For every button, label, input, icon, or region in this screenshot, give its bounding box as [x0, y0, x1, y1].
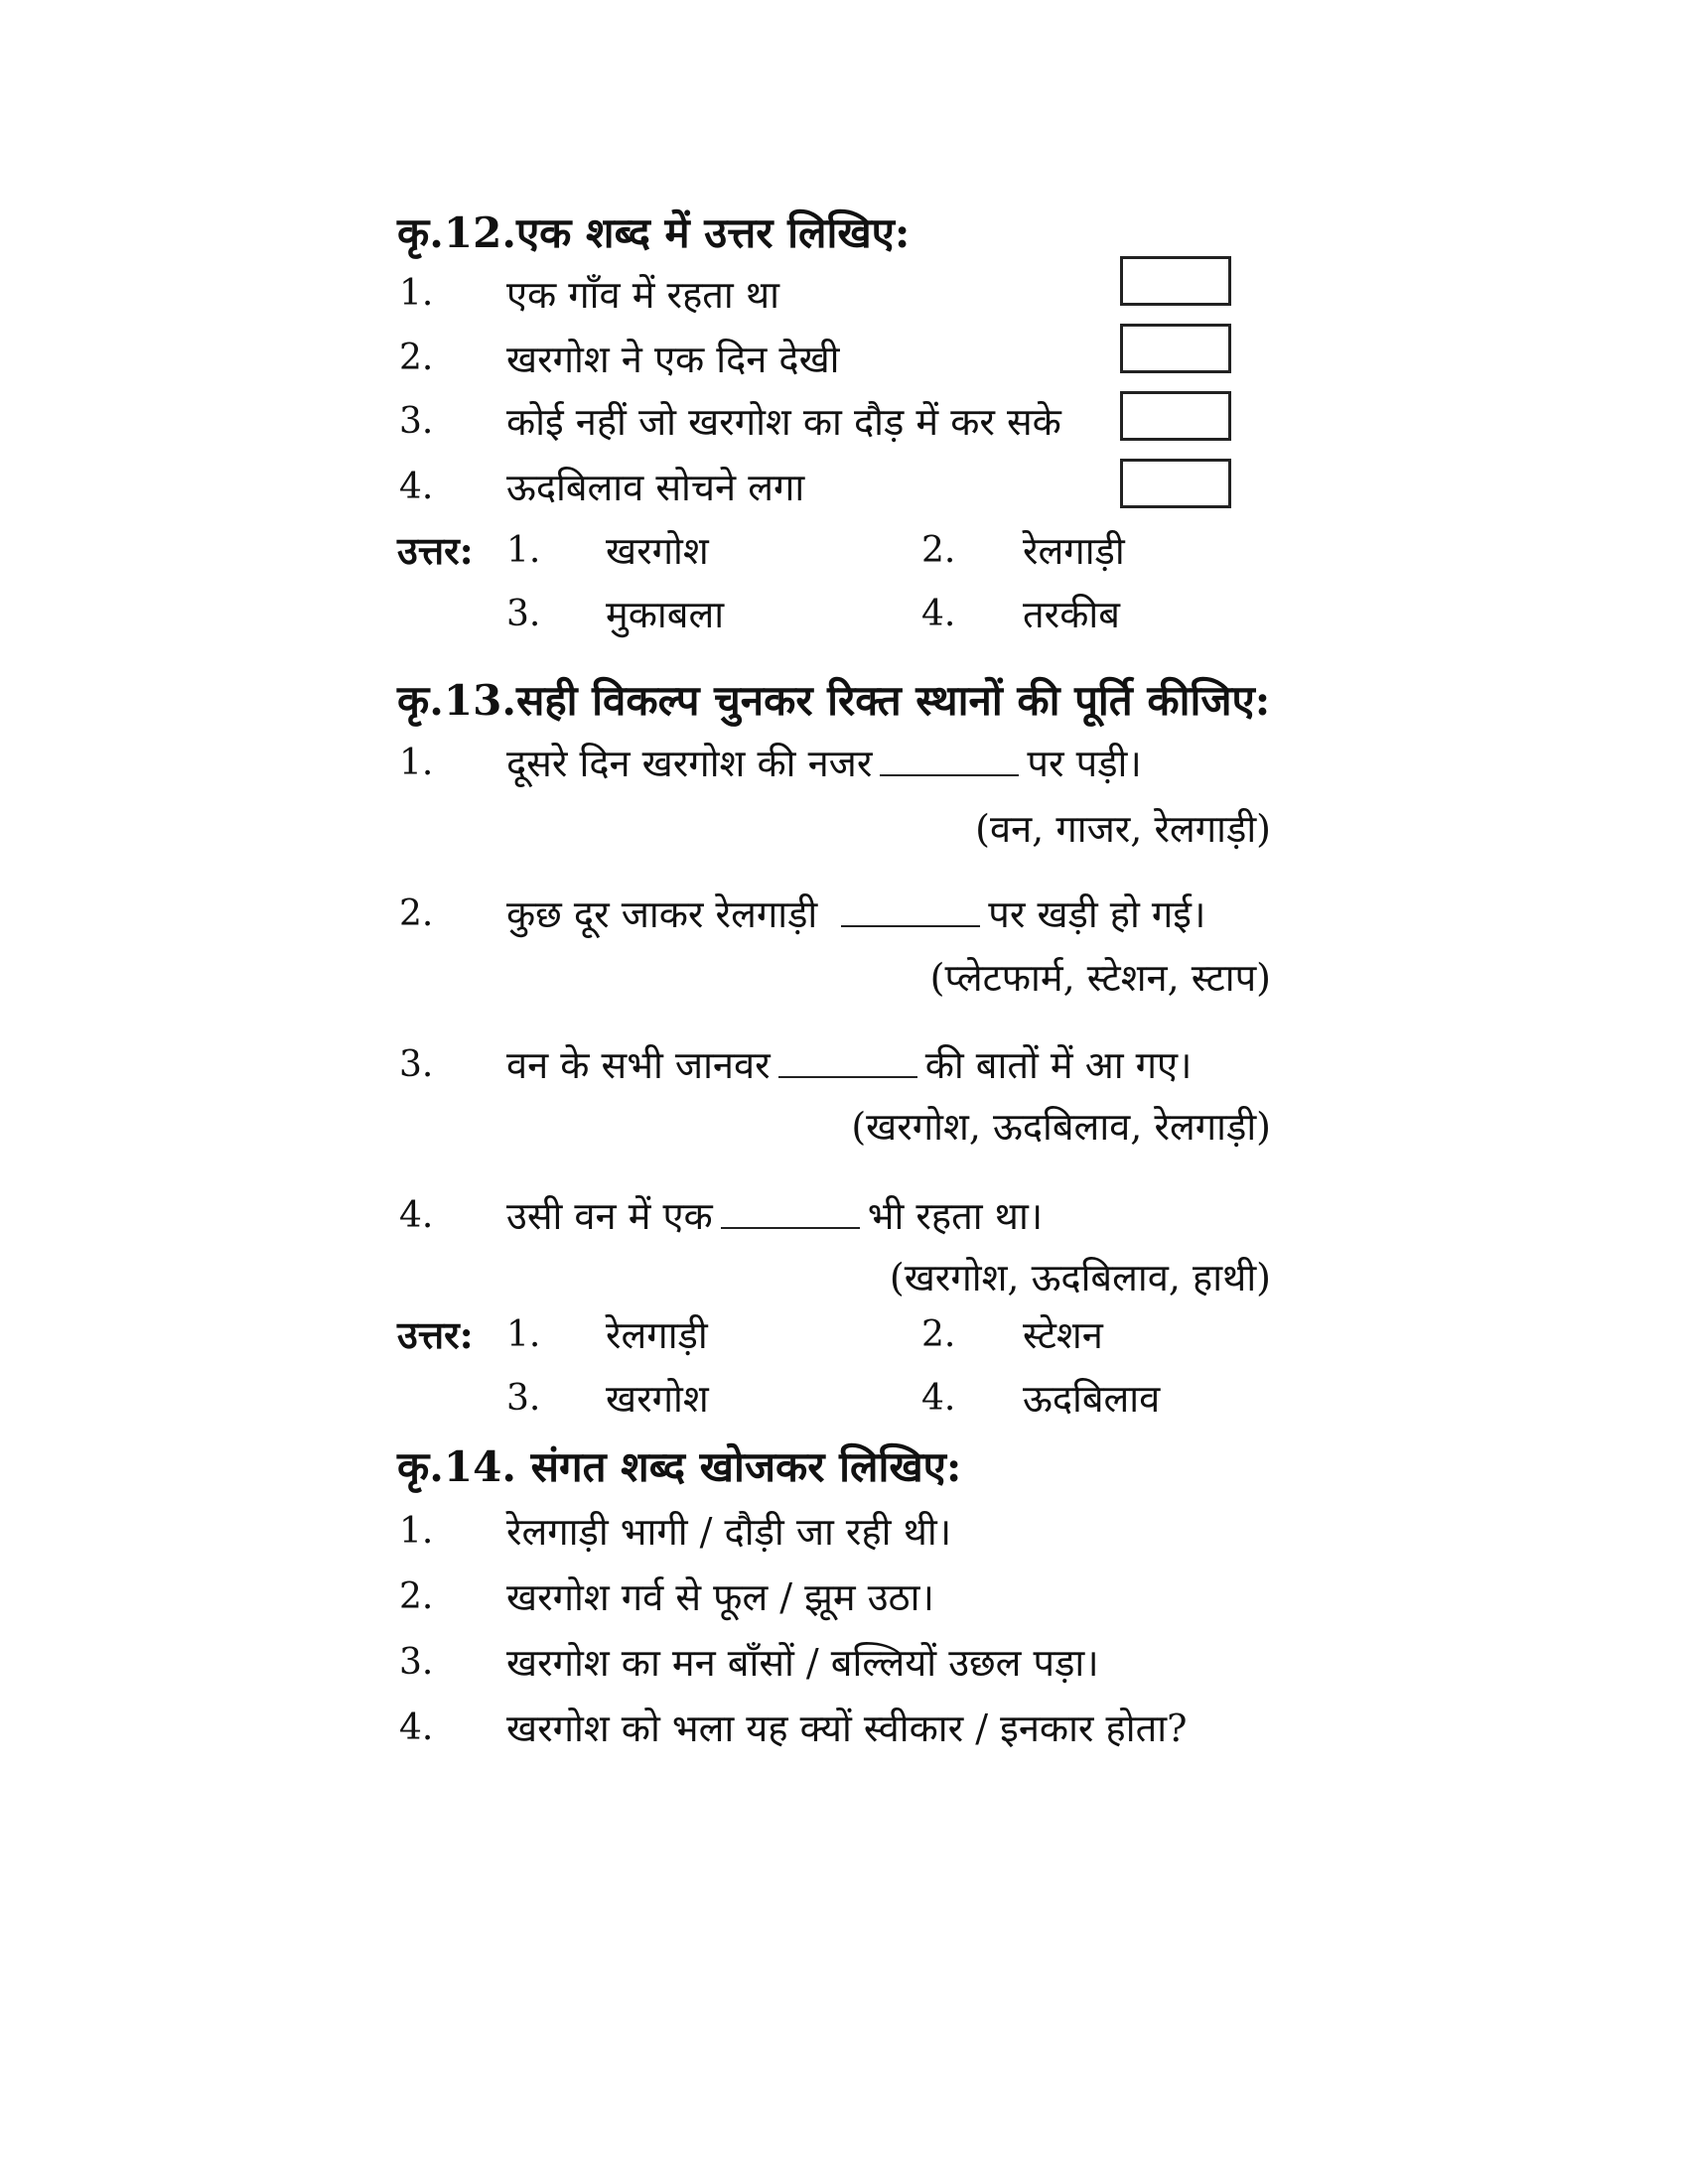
q13-blank[interactable]	[778, 1046, 917, 1078]
q12-item-number: 1.	[399, 273, 434, 314]
q14-item-number: 4.	[399, 1707, 434, 1748]
q12-answer-number: 2.	[921, 530, 956, 571]
q13-item-number: 4.	[399, 1195, 434, 1236]
q13-item-number: 2.	[399, 893, 434, 934]
q13-answer-label: उत्तर:	[397, 1312, 474, 1357]
q13-item-after: पर खड़ी हो गई।	[988, 892, 1206, 936]
q12-answer-box[interactable]	[1120, 256, 1231, 306]
q13-item-before: वन के सभी जानवर	[506, 1043, 771, 1087]
q12-answer-number: 3.	[506, 594, 541, 634]
q12-answer-text: तरकीब	[1023, 593, 1120, 636]
q12-item-number: 2.	[399, 338, 434, 378]
q12-heading: कृ.12.एक शब्द में उत्तर लिखिए:	[397, 208, 911, 257]
q14-item-text: खरगोश गर्व से फूल / झूम उठा।	[506, 1575, 934, 1619]
q13-item-sentence	[506, 1038, 1192, 1090]
q13-answer-number: 3.	[506, 1378, 541, 1419]
q14-item-text: रेलगाड़ी भागी / दौड़ी जा रही थी।	[506, 1510, 952, 1554]
q13-answer-text: स्टेशन	[1023, 1313, 1103, 1357]
q13-item-sentence	[506, 737, 1142, 788]
q13-item-sentence	[506, 887, 1205, 939]
q13-blank[interactable]	[880, 745, 1019, 776]
q12-answer-number: 1.	[506, 530, 541, 571]
q12-answer-text: खरगोश	[606, 529, 709, 573]
q12-answer-text: मुकाबला	[606, 593, 725, 636]
q13-item-before: कुछ दूर जाकर रेलगाड़ी	[506, 892, 818, 936]
q13-item-before: दूसरे दिन खरगोश की नजर	[506, 742, 873, 785]
q14-item-text: खरगोश का मन बाँसों / बल्लियों उछल पड़ा।	[506, 1641, 1099, 1685]
q13-item-after: पर पड़ी।	[1027, 742, 1142, 785]
q13-item-before: उसी वन में एक	[506, 1194, 713, 1238]
q13-answer-number: 4.	[921, 1378, 956, 1419]
q13-answer-text: रेलगाड़ी	[606, 1313, 708, 1357]
q12-answer-number: 4.	[921, 594, 956, 634]
q14-item-number: 2.	[399, 1576, 434, 1617]
q13-answer-text: ऊदबिलाव	[1023, 1377, 1161, 1421]
q14-item-number: 1.	[399, 1511, 434, 1552]
q13-item-after: की बातों में आ गए।	[924, 1043, 1193, 1087]
q13-item-sentence	[506, 1189, 1043, 1241]
q13-answer-number: 2.	[921, 1314, 956, 1355]
q13-answer-number: 1.	[506, 1314, 541, 1355]
q13-answer-text: खरगोश	[606, 1377, 709, 1421]
q12-answer-box[interactable]	[1120, 324, 1231, 373]
q12-item-number: 3.	[399, 401, 434, 442]
q13-item-options: (प्लेटफार्म, स्टेशन, स्टाप)	[929, 956, 1271, 1000]
q12-item-text: कोई नहीं जो खरगोश का दौड़ में कर सके	[506, 400, 1061, 444]
q12-item-number: 4.	[399, 467, 434, 507]
q13-blank[interactable]	[721, 1197, 860, 1229]
q13-blank[interactable]	[841, 895, 980, 927]
q13-heading: कृ.13.सही विकल्प चुनकर रिक्त स्थानों की पूर्ति कीजिए:	[397, 676, 1271, 725]
q13-item-number: 1.	[399, 743, 434, 783]
q12-item-text: ऊदबिलाव सोचने लगा	[506, 466, 805, 509]
q13-item-after: भी रहता था।	[867, 1194, 1044, 1238]
q14-item-number: 3.	[399, 1642, 434, 1683]
q12-answer-label: उत्तर:	[397, 528, 474, 573]
q13-item-number: 3.	[399, 1044, 434, 1085]
q12-item-text: एक गाँव में रहता था	[506, 273, 779, 317]
q13-item-options: (खरगोश, ऊदबिलाव, रेलगाड़ी)	[851, 1105, 1271, 1149]
q12-answer-text: रेलगाड़ी	[1023, 529, 1125, 573]
q12-answer-box[interactable]	[1120, 391, 1231, 441]
q12-answer-box[interactable]	[1120, 459, 1231, 508]
q13-item-options: (वन, गाजर, रेलगाड़ी)	[975, 807, 1271, 851]
q14-item-text: खरगोश को भला यह क्यों स्वीकार / इनकार होता?	[506, 1706, 1188, 1750]
q12-item-text: खरगोश ने एक दिन देखी	[506, 338, 840, 381]
q14-heading: कृ.14. संगत शब्द खोजकर लिखिए:	[397, 1442, 962, 1491]
q13-item-options: (खरगोश, ऊदबिलाव, हाथी)	[889, 1256, 1271, 1299]
